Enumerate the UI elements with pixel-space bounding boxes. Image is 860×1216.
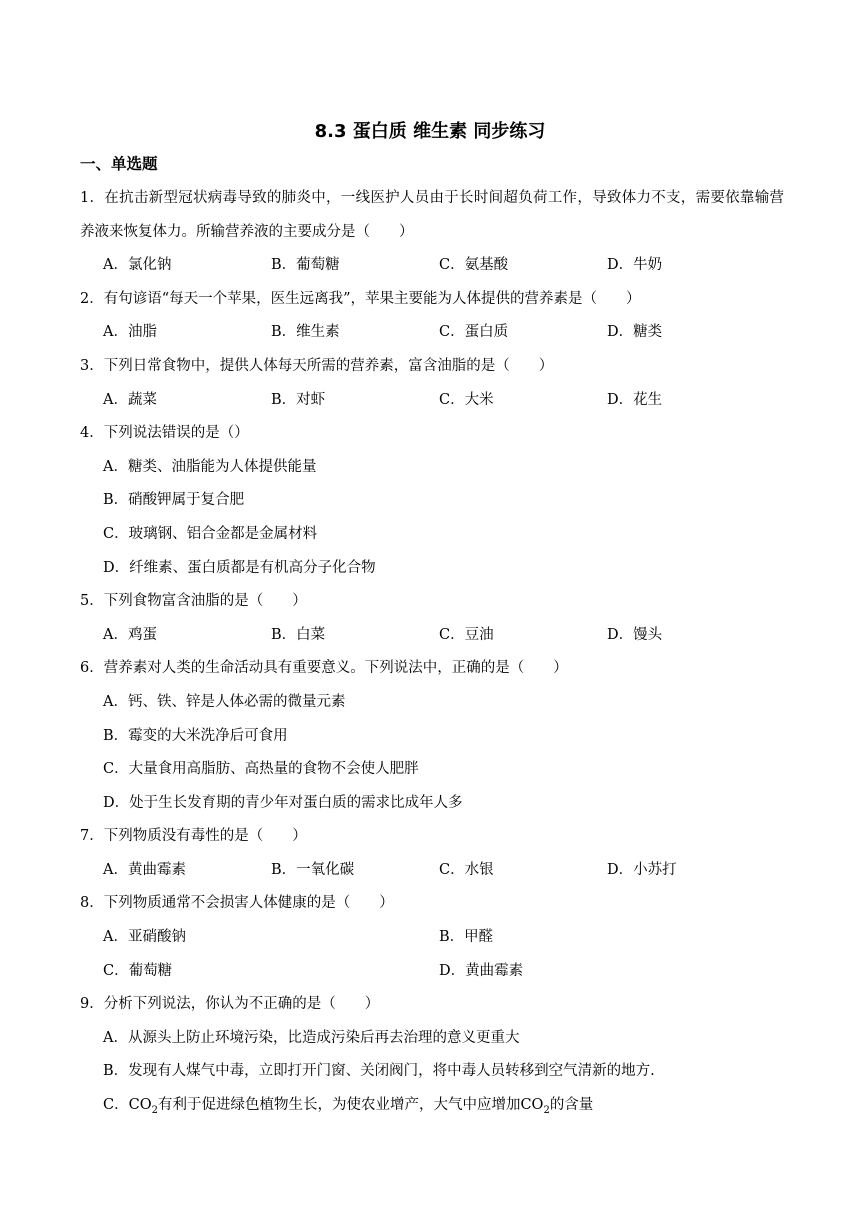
option-d[interactable]: D．纤维素、蛋白质都是有机高分子化合物 — [103, 559, 376, 576]
option-a[interactable]: A．油脂 — [103, 324, 157, 341]
option-b[interactable]: B．一氧化碳 — [271, 861, 355, 878]
option-c[interactable]: C．水银 — [439, 861, 494, 878]
question-8-options-row-1 — [80, 921, 784, 955]
option-b[interactable]: B．甲醛 — [439, 929, 494, 946]
option-a[interactable]: A．黄曲霉素 — [103, 861, 186, 878]
question-1-options — [80, 249, 784, 283]
option-c-suffix: 的含量 — [549, 1097, 594, 1114]
option-d[interactable]: D．黄曲霉素 — [439, 962, 524, 979]
option-a[interactable]: A．蔬菜 — [103, 391, 157, 408]
question-3: 3．下列日常食物中，提供人体每天所需的营养素，富含油脂的是（ ） — [80, 357, 554, 374]
option-b[interactable]: B．白菜 — [271, 626, 326, 643]
option-c[interactable]: C．葡萄糖 — [103, 962, 173, 979]
question-list — [80, 182, 784, 1123]
question-2-options — [80, 316, 784, 350]
question-8: 8．下列物质通常不会损害人体健康的是（ ） — [80, 895, 394, 912]
option-c-middle: 有利于促进绿色植物生长，为使农业增产，大气中应增加CO — [157, 1097, 544, 1114]
option-b[interactable]: B．对虾 — [271, 391, 326, 408]
question-7: 7．下列物质没有毒性的是（ ） — [80, 828, 307, 845]
question-1: 1．在抗击新型冠状病毒导致的肺炎中，一线医护人员由于长时间超负荷工作，导致体力不支，需要依靠输营养液来恢复体力。所输营养液的主要成分是（ ） — [80, 190, 784, 240]
option-c[interactable]: C．蛋白质 — [439, 324, 509, 341]
subscript: 2 — [151, 1104, 158, 1116]
question-5-options — [80, 619, 784, 653]
option-a[interactable]: A．氯化钠 — [103, 257, 172, 274]
option-c[interactable]: C．大米 — [439, 391, 494, 408]
option-d[interactable]: D．小苏打 — [607, 861, 677, 878]
question-7-options — [80, 854, 784, 888]
option-b[interactable]: B．发现有人煤气中毒，立即打开门窗、关闭阀门，将中毒人员转移到空气清新的地方. — [103, 1063, 655, 1080]
page-title: 8.3 蛋白质 维生素 同步练习 — [314, 121, 546, 142]
option-d[interactable]: D．处于生长发育期的青少年对蛋白质的需求比成年人多 — [103, 794, 463, 811]
option-a[interactable]: A．糖类、油脂能为人体提供能量 — [103, 458, 317, 475]
option-b[interactable]: B．葡萄糖 — [271, 257, 340, 274]
option-c[interactable] — [80, 1089, 784, 1123]
option-b[interactable]: B．维生素 — [271, 324, 340, 341]
question-5: 5．下列食物富含油脂的是（ ） — [80, 593, 307, 610]
option-d[interactable]: D．花生 — [607, 391, 663, 408]
option-a[interactable]: A．鸡蛋 — [103, 626, 157, 643]
section-heading: 一、单选题 — [80, 155, 158, 173]
option-c[interactable]: C．氨基酸 — [439, 257, 509, 274]
option-d[interactable]: D．牛奶 — [607, 257, 663, 274]
option-c[interactable]: C．玻璃钢、铝合金都是金属材料 — [103, 525, 318, 542]
option-c[interactable]: C．豆油 — [439, 626, 494, 643]
option-a[interactable]: A．亚硝酸钠 — [103, 929, 186, 946]
question-8-options-row-2 — [80, 955, 784, 989]
option-d[interactable]: D．糖类 — [607, 324, 663, 341]
question-9: 9．分析下列说法，你认为不正确的是（ ） — [80, 996, 380, 1013]
option-c-prefix: C．CO — [103, 1097, 152, 1114]
question-4: 4．下列说法错误的是（） — [80, 425, 249, 442]
option-b[interactable]: B．霉变的大米洗净后可食用 — [103, 727, 288, 744]
option-a[interactable]: A．从源头上防止环境污染，比造成污染后再去治理的意义更重大 — [103, 1029, 520, 1046]
question-3-options — [80, 384, 784, 418]
question-2: 2．有句谚语“每天一个苹果，医生远离我”，苹果主要能为人体提供的营养素是（ ） — [80, 290, 641, 307]
question-6: 6．营养素对人类的生命活动具有重要意义。下列说法中，正确的是（ ） — [80, 660, 568, 677]
option-c[interactable]: C．大量食用高脂肪、高热量的食物不会使人肥胖 — [103, 761, 419, 778]
option-d[interactable]: D．馒头 — [607, 626, 663, 643]
option-b[interactable]: B．硝酸钾属于复合肥 — [103, 492, 245, 509]
option-a[interactable]: A．钙、铁、锌是人体必需的微量元素 — [103, 693, 346, 710]
subscript: 2 — [543, 1104, 550, 1116]
